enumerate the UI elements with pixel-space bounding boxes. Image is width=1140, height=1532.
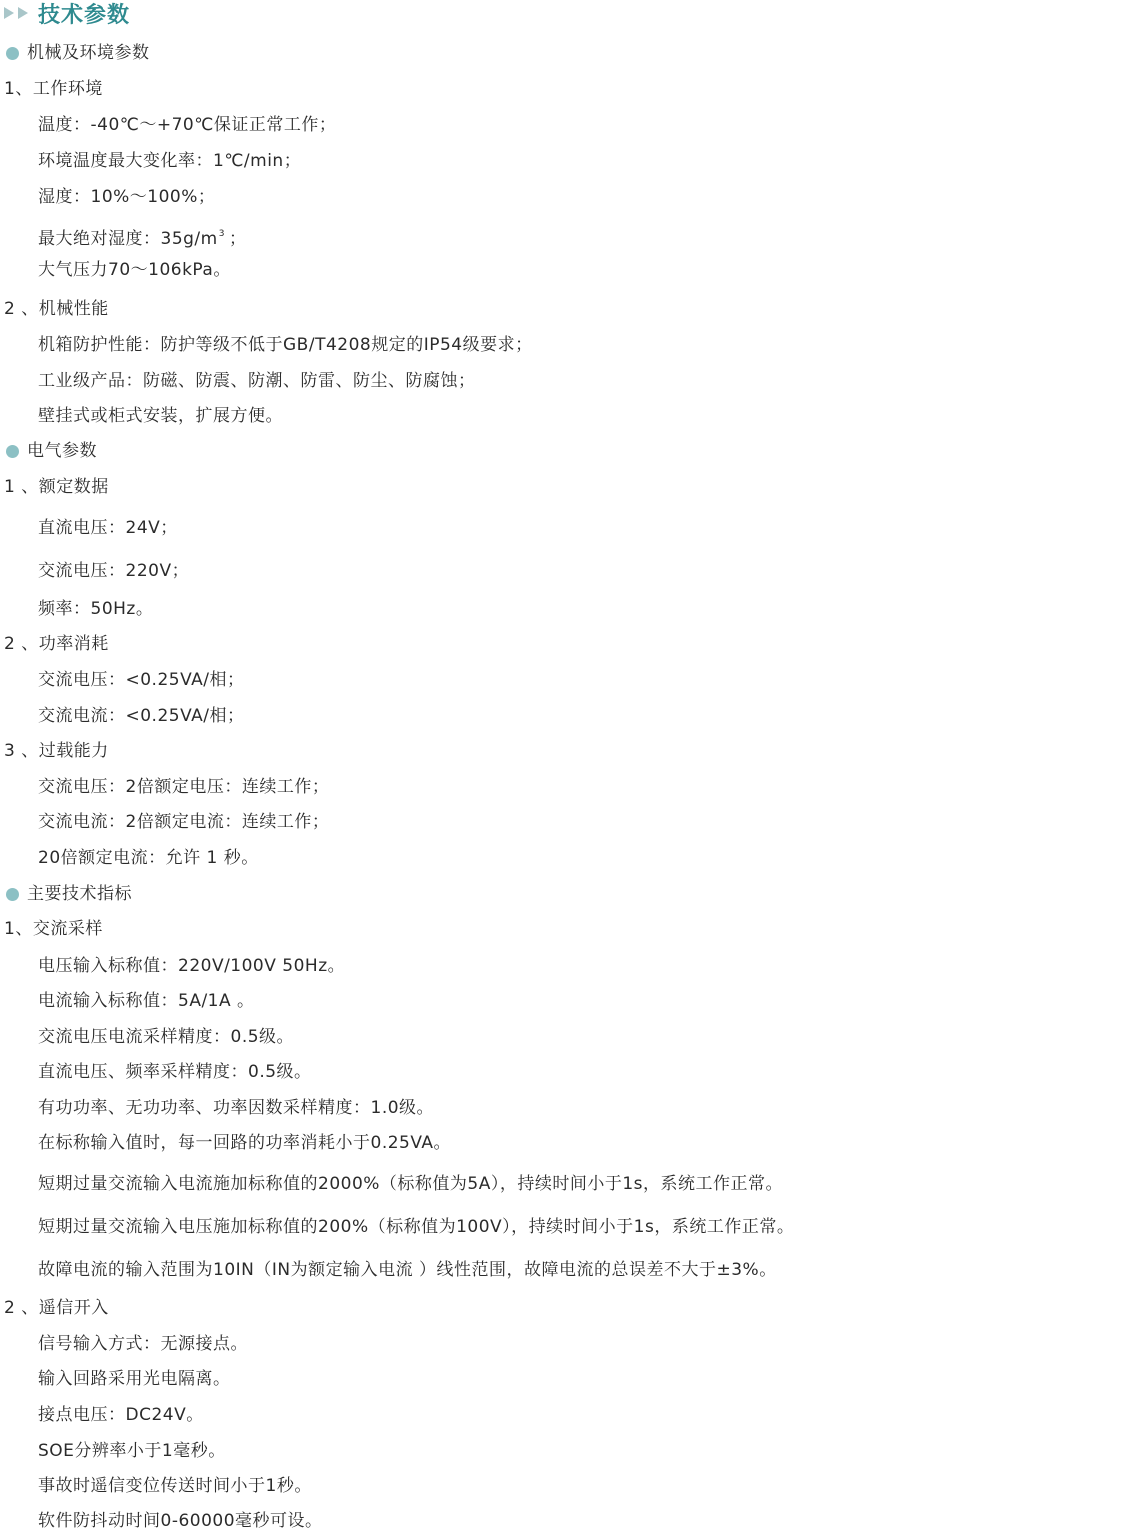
param-line: 接点电压：DC24V。 [38,1405,204,1425]
param-line: 工业级产品：防磁、防震、防潮、防雷、防尘、防腐蚀； [38,371,476,391]
section-label: 电气参数 [27,441,97,461]
param-line: 软件防抖动时间0-60000毫秒可设。 [38,1511,323,1531]
param-line: 20倍额定电流：允许 1 秒。 [38,848,259,868]
section-heading [6,440,97,462]
subsection-heading: 1、交流采样 [4,919,103,939]
param-line: 频率：50Hz。 [38,599,154,619]
param-line: 壁挂式或柜式安装，扩展方便。 [38,406,283,426]
param-line: 温度：-40℃～+70℃保证正常工作； [38,115,337,135]
subsection-heading: 2 、遥信开入 [4,1298,109,1318]
bullet-icon [6,445,19,458]
param-line: 信号输入方式：无源接点。 [38,1334,248,1354]
superscript: 3 [218,229,225,239]
param-line: 直流电压：24V； [38,518,178,538]
param-line: 在标称输入值时，每一回路的功率消耗小于0.25VA。 [38,1133,452,1153]
param-line: 大气压力70～106kPa。 [38,260,231,280]
param-line: 交流电压：<0.25VA/相； [38,670,245,690]
param-line: 湿度：10%～100%； [38,187,216,207]
param-line: 短期过量交流输入电流施加标称值的2000%（标称值为5A），持续时间小于1s，系统工作正常。 [38,1174,784,1194]
subsection-heading: 2 、功率消耗 [4,634,109,654]
param-line: SOE分辨率小于1毫秒。 [38,1441,226,1461]
param-line: 交流电压：220V； [38,561,190,581]
param-line: 交流电流：2倍额定电流：连续工作； [38,812,330,832]
param-line: 交流电压：2倍额定电压：连续工作； [38,777,330,797]
subsection-heading: 2 、机械性能 [4,299,109,319]
param-line: 有功功率、无功功率、功率因数采样精度：1.0级。 [38,1098,435,1118]
param-line: 电压输入标称值：220V/100V 50Hz。 [38,956,346,976]
param-line: 短期过量交流输入电压施加标称值的200%（标称值为100V），持续时间小于1s，系统工作正常。 [38,1217,795,1237]
param-line [38,223,246,250]
param-line: 电流输入标称值：5A/1A 。 [38,991,255,1011]
param-line: 故障电流的输入范围为10IN（IN为额定输入电流 ）线性范围，故障电流的总误差不大于±3%。 [38,1260,777,1280]
param-line: 交流电压电流采样精度：0.5级。 [38,1027,295,1047]
subsection-heading: 1 、额定数据 [4,477,109,497]
section-heading [6,42,150,64]
arrow-icon [18,7,28,19]
section-heading [6,883,132,905]
param-line: 事故时遥信变位传送时间小于1秒。 [38,1476,312,1496]
param-line: 环境温度最大变化率：1℃/min； [38,151,302,171]
param-line: 输入回路采用光电隔离。 [38,1369,231,1389]
param-text: 最大绝对湿度：35g/m [38,229,218,249]
param-line: 直流电压、频率采样精度：0.5级。 [38,1062,312,1082]
section-label: 主要技术指标 [27,884,132,904]
subsection-heading: 1、工作环境 [4,79,103,99]
section-label: 机械及环境参数 [27,43,150,63]
param-text: ； [228,229,247,249]
arrow-icon [4,7,14,19]
subsection-heading: 3 、过载能力 [4,741,109,761]
param-line: 机箱防护性能：防护等级不低于GB/T4208规定的IP54级要求； [38,335,533,355]
page-title [0,0,130,26]
bullet-icon [6,888,19,901]
param-line: 交流电流：<0.25VA/相； [38,706,245,726]
bullet-icon [6,47,19,60]
title-text: 技术参数 [38,2,131,28]
